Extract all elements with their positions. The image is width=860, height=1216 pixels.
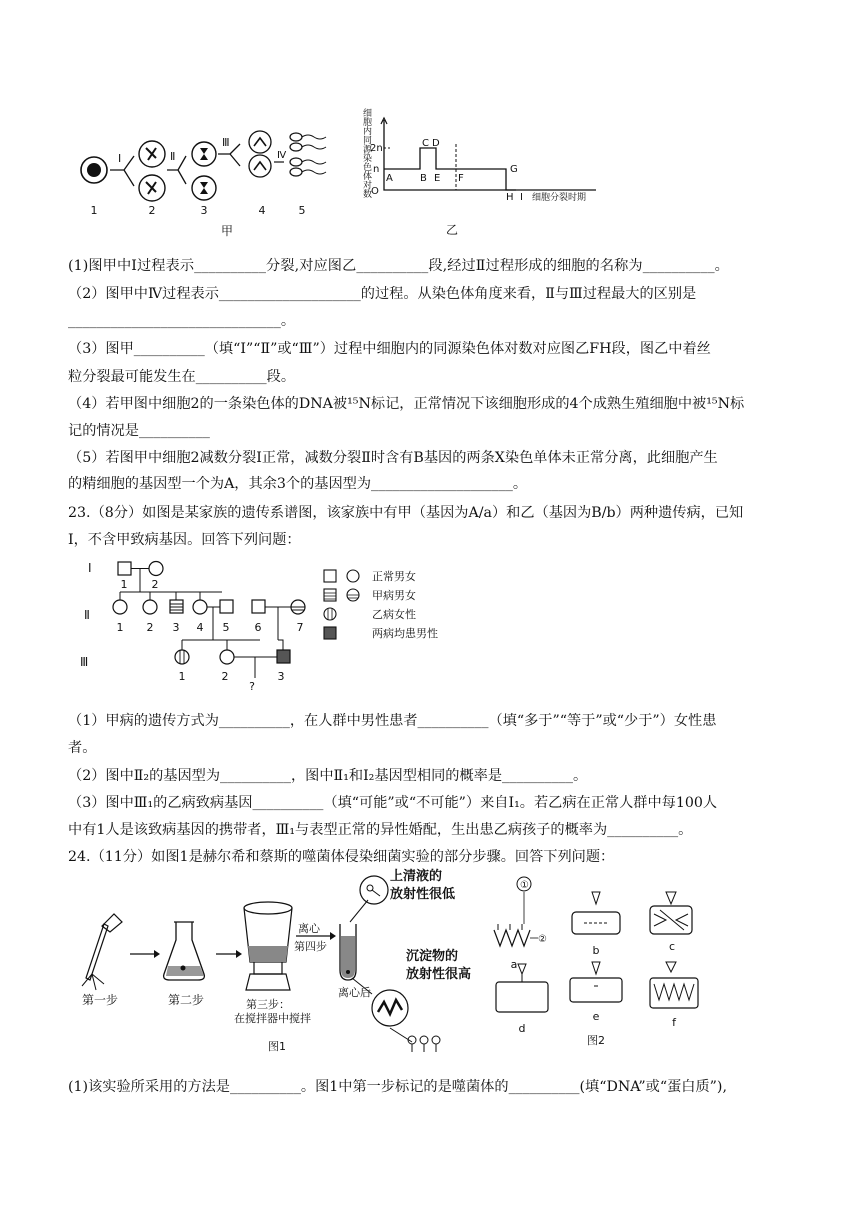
cell-3 [192,142,216,200]
q24-stem: 24.（11分）如图1是赫尔希和蔡斯的噬菌体侵染细菌实验的部分步骤。回答下列问题： [68,849,615,865]
pedigree-chart [80,556,500,696]
marker-2: ② [538,934,547,945]
label-d: d [518,1022,526,1035]
q22-part4-line1: （4）若甲图中细胞2的一条染色体的DNA被¹⁵N标记，正常情况下该细胞形成的4个成熟生殖细胞中被¹⁵N标 [68,396,745,412]
II-6-id: 6 [254,621,262,634]
stage-label-5: 5 [298,204,306,217]
stage-label-3: 3 [200,204,208,217]
I-1-male [118,562,131,575]
label-b: b [592,944,600,957]
q23-part3-line2: 中有1人是该致病基因的携带者，Ⅲ₁与表型正常的异性婚配，生出患乙病孩子的概率为__________。 [68,822,693,838]
legend-disease-a: 甲病男女 [372,589,416,602]
point-E: E [434,173,441,184]
supernatant-note-line2: 放射性很低 [390,887,456,902]
point-G: G [510,164,518,175]
II-7-female-disease-a [291,600,305,614]
point-C: C [422,138,429,149]
figure-2-caption: 图2 [587,1034,605,1047]
II-1-id: 1 [116,621,124,634]
process-label-4: Ⅳ [277,150,287,161]
label-f: f [672,1016,676,1029]
after-centrifuge-label: 离心后 [338,986,371,999]
cell-5-sperm [290,133,326,176]
q22-part2-line1: （2）图甲中Ⅳ过程表示____________________的过程。从染色体角度来看，Ⅱ与Ⅲ过程最大的区别是 [68,286,697,302]
II-1 [113,600,127,614]
II-5 [220,600,233,613]
label-e: e [592,1010,600,1023]
flask-icon [164,922,205,980]
label-c: c [668,940,676,953]
II-6 [252,600,265,613]
III-3-id: 3 [277,670,285,683]
stage-e [570,962,622,1023]
I-2-female [149,562,163,576]
figure-2-infection-stages [490,870,720,1050]
step-4-label: 第四步 [294,940,327,953]
figure-1-caption: 图1 [268,1040,286,1052]
q22-part5-line1: （5）若图甲中细胞2减数分裂Ⅰ正常，减数分裂Ⅱ时含有B基因的两条X染色单体未正常分离，此细胞产生 [68,450,718,466]
q23-part2: （2）图中Ⅱ₂的基因型为__________，图中Ⅱ₁和Ⅰ₂基因型相同的概率是__________。 [68,768,588,784]
III-1-female-disease-b [175,650,189,664]
generation-I: Ⅰ [88,561,92,575]
figure-jia-caption: 甲 [220,224,234,238]
stage-label-4: 4 [258,204,266,217]
II-3-id: 3 [172,621,180,634]
stage-d [496,964,548,1035]
unknown-child: ? [249,680,255,693]
stage-a [494,877,547,971]
phage-icon [82,914,122,990]
process-label-3: Ⅲ [222,136,230,149]
y-tick-2n: 2n [370,143,383,154]
process-label-1: Ⅰ [118,152,122,165]
figure-yi [356,104,616,238]
test-tube-icon [340,924,356,980]
sediment-note-line2: 放射性很高 [406,967,472,982]
generation-II: Ⅱ [84,608,90,622]
q23-stem-line2: Ⅰ，不含甲致病基因。回答下列问题： [68,532,301,548]
y-tick-origin: O [371,186,379,197]
label-a: a [510,958,518,971]
q24-part1: (1)该实验所采用的方法是__________。图1中第一步标记的是噬菌体的__________(填“DNA”或“蛋白质”), [68,1079,727,1095]
cell-1 [81,157,107,183]
cell-2 [139,141,165,201]
q23-part1-line2: 者。 [68,740,97,756]
II-2-id: 2 [146,621,154,634]
q22-part3-line2: 粒分裂最可能发生在__________段。 [68,369,296,385]
III-1-id: 1 [178,670,186,683]
q23-part3-line1: （3）图中Ⅲ₁的乙病致病基因__________（填“可能”或“不可能”）来自Ⅰ₁。若乙病在正常人群中每100人 [68,795,718,811]
supernatant-note-line1: 上清液的 [390,869,443,884]
figure-1-experiment [72,866,482,1052]
stage-label-1: 1 [90,204,98,217]
point-B: B [420,173,427,184]
step-3-label: 第三步： [246,998,290,1011]
generation-III: Ⅲ [80,655,89,669]
figure-yi-caption: 乙 [446,223,459,237]
II-3-male-disease-a [170,600,183,613]
cell-4 [249,131,271,177]
stage-f [650,962,698,1029]
point-F: F [458,173,464,184]
point-A: A [386,173,393,184]
stage-b [572,892,620,957]
y-tick-n: n [373,164,380,175]
II-7-id: 7 [296,621,304,634]
II-4-id: 4 [196,621,204,634]
III-2-id: 2 [221,670,229,683]
III-3-male-both [277,650,290,663]
I-2-id: 2 [151,578,159,591]
pedigree-legend [324,569,438,640]
q22-part4-line2: 记的情况是__________ [68,423,210,439]
process-label-2: Ⅱ [170,150,176,163]
II-4 [193,600,207,614]
figure-yi-xlabel: 细胞分裂时期 [532,193,587,203]
sediment-note-line1: 沉淀物的 [406,949,459,964]
phage-progeny-icon [408,1036,440,1052]
point-D: D [432,138,440,149]
legend-both-male: 两病均患男性 [372,627,438,640]
step-1-label: 第一步 [82,993,119,1007]
point-H: H [506,192,514,203]
marker-1: ① [520,880,529,891]
stage-label-2: 2 [148,204,156,217]
blender-icon [244,902,292,990]
legend-disease-b-female: 乙病女性 [372,608,416,621]
q22-part5-line2: 的精细胞的基因型一个为A，其余3个的基因型为____________________。 [68,476,528,492]
III-2 [220,650,234,664]
stage-c [650,892,692,953]
pair-count-line [384,148,516,190]
step-3-desc: 在搅拌器中搅拌 [234,1012,311,1025]
legend-normal: 正常男女 [372,570,416,583]
point-I: I [520,192,523,203]
q22-part1: (1)图甲中Ⅰ过程表示__________分裂,对应图乙__________段,经过Ⅱ过程形成的细胞的名称为__________。 [68,258,729,274]
figure-jia [70,118,340,238]
q22-part3-line1: （3）图甲__________（填“Ⅰ”“Ⅱ”或“Ⅲ”）过程中细胞内的同源染色体对数对应图乙FH段，图乙中着丝 [68,341,711,357]
II-2 [143,600,157,614]
q23-stem-line1: 23.（8分）如图是某家族的遗传系谱图，该家族中有甲（基因为A/a）和乙（基因为B/b）两种遗传病，已知 [68,505,744,521]
II-5-id: 5 [222,621,230,634]
I-1-id: 1 [120,578,128,591]
centrifuge-label: 离心 [298,922,320,935]
q23-part1-line1: （1）甲病的遗传方式为__________，在人群中男性患者__________（填“多于”“等于”或“少于”）女性患 [68,713,717,729]
step-2-label: 第二步 [168,993,205,1007]
figure-yi-ylabel: 细胞内同源染色体对数 [361,108,371,198]
q22-part2-line2: ______________________________。 [68,313,296,329]
